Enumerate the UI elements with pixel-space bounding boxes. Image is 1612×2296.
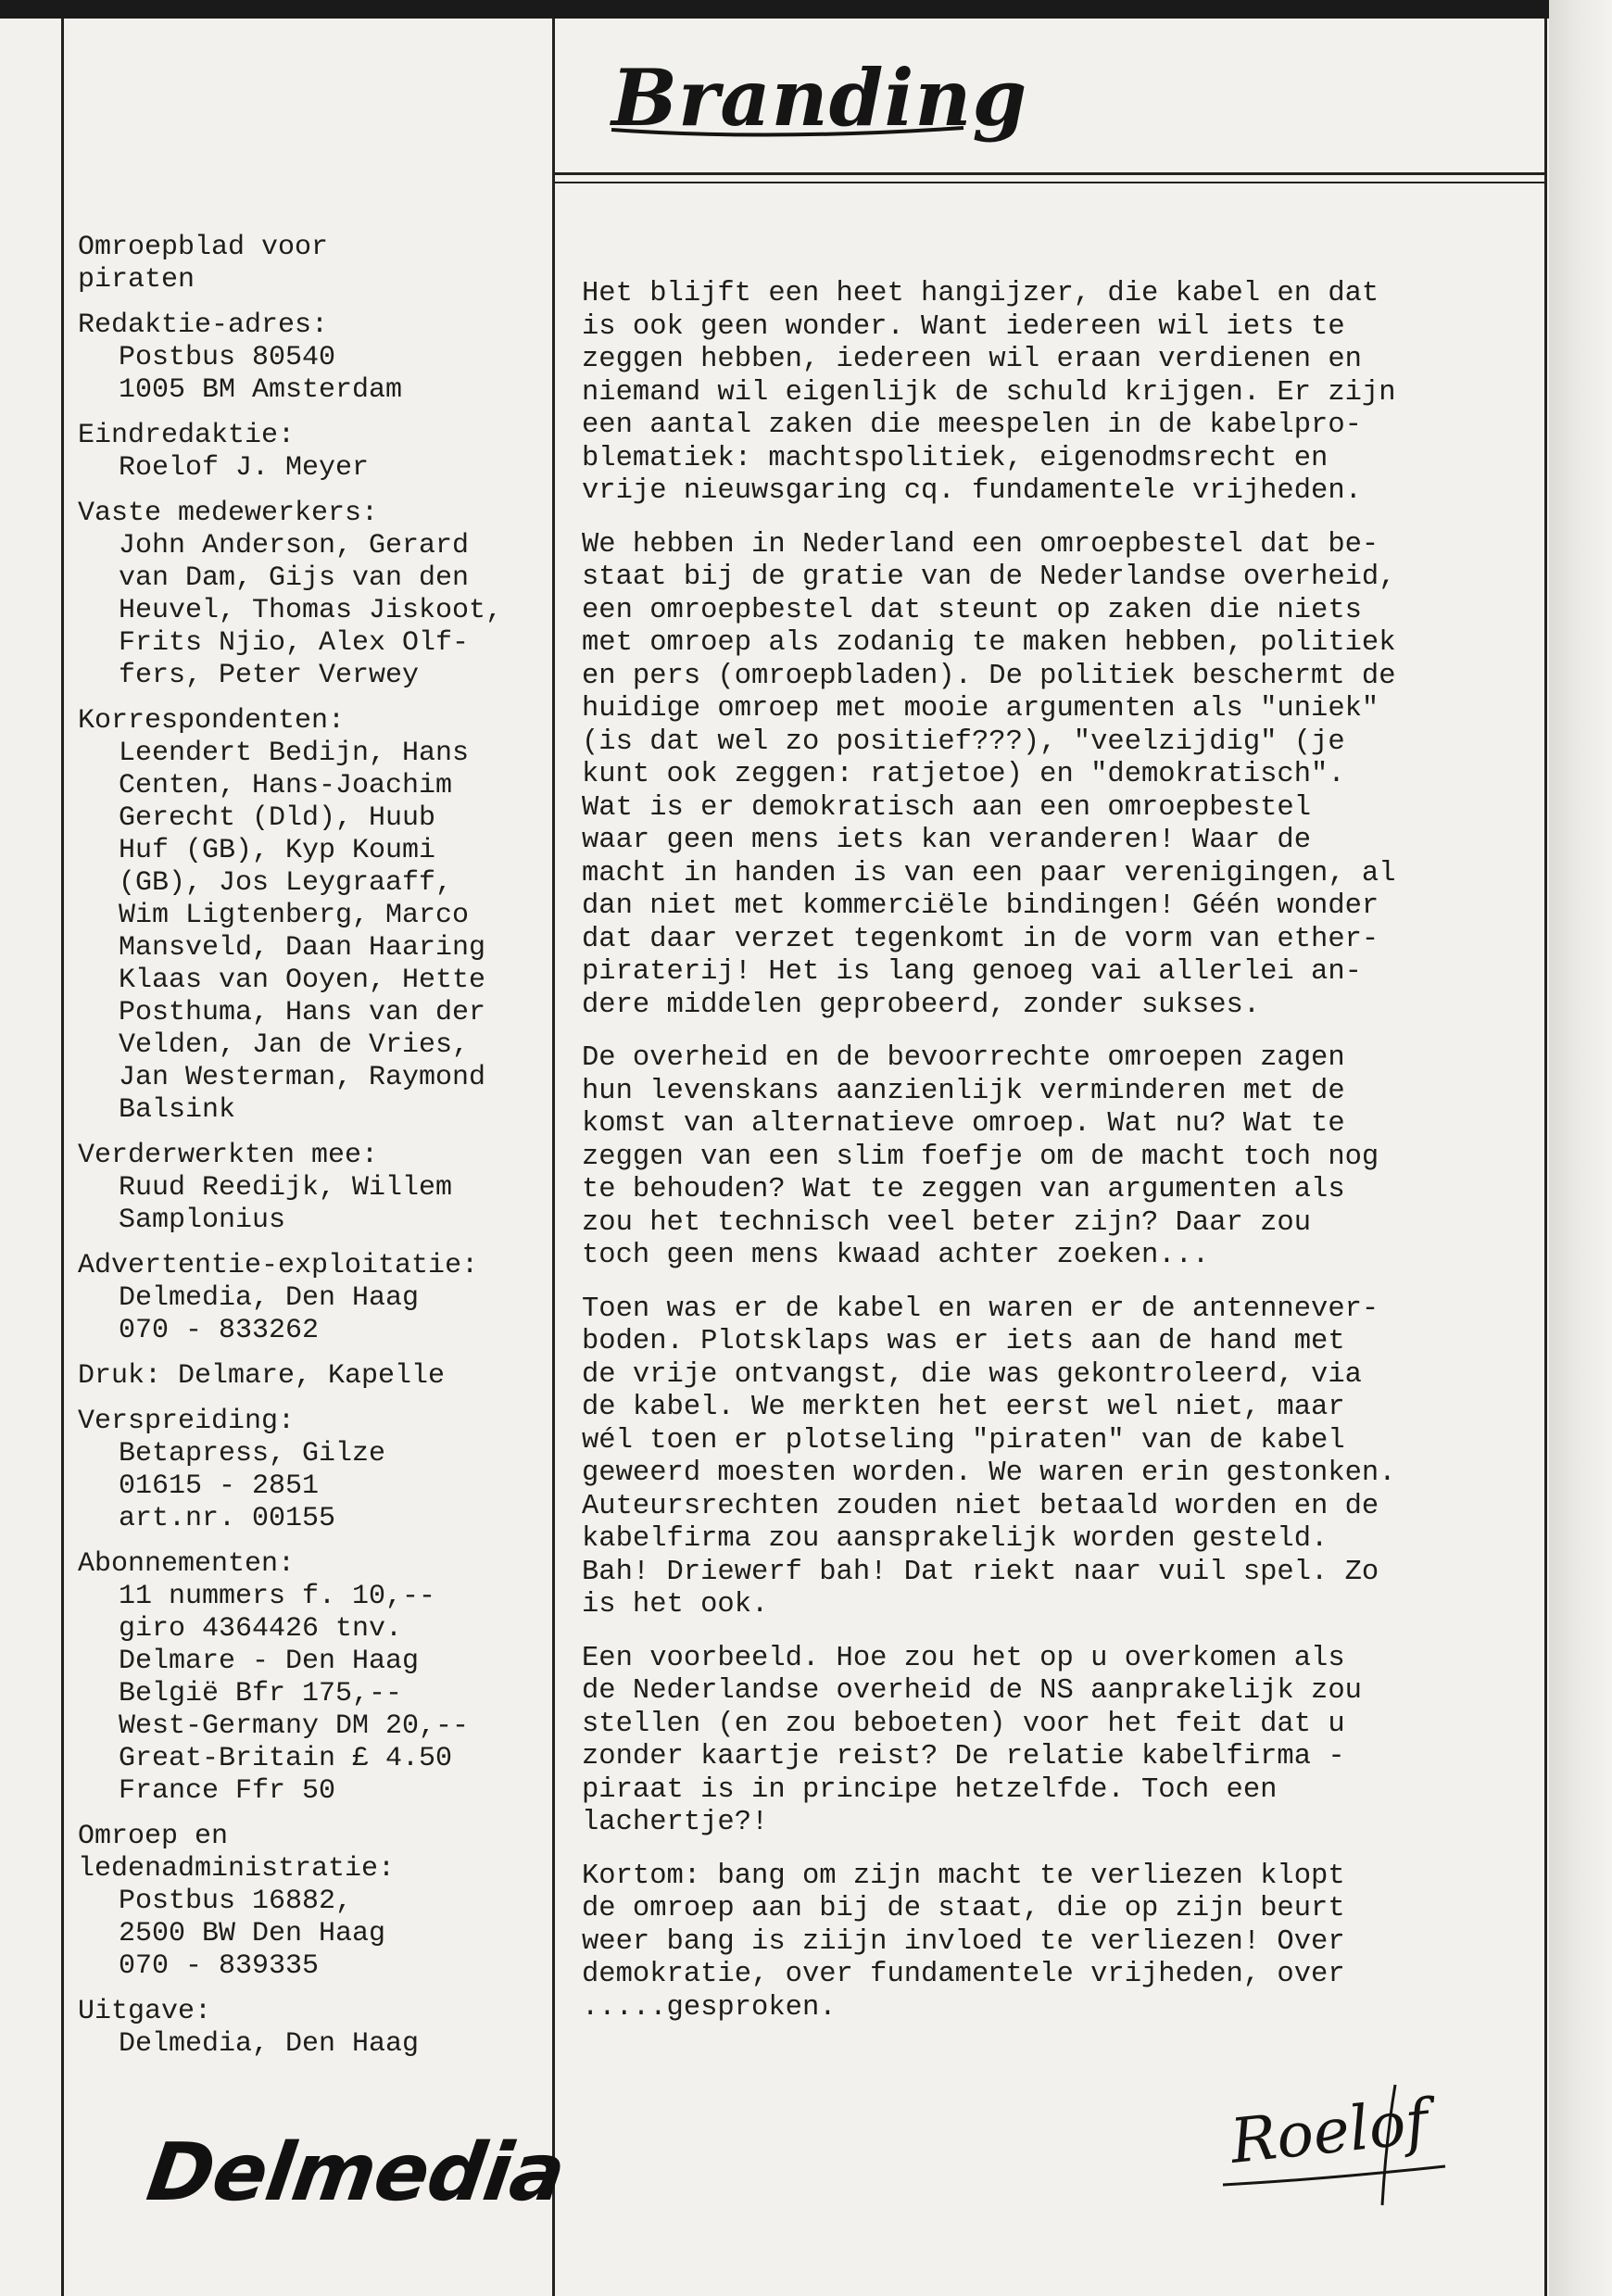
article-line: vrije nieuwsgaring cq. fundamentele vrijheden.	[582, 475, 1362, 507]
article-line: lachertje?!	[582, 1807, 769, 1838]
article-line: waar geen mens iets kan veranderen! Waar de	[582, 825, 1312, 856]
colophon-section	[78, 309, 569, 407]
colophon-section	[78, 1548, 569, 1808]
article-line: toch geen mens kwaad achter zoeken...	[582, 1240, 1210, 1271]
colophon-line: 1005 BM Amsterdam	[119, 374, 403, 406]
article-line: met omroep als zodanig te maken hebben, politiek	[582, 627, 1396, 659]
colophon-heading: Druk: Delmare, Kapelle	[78, 1360, 446, 1392]
colophon-line: 01615 - 2851	[119, 1470, 320, 1502]
colophon-heading: Redaktie-adres:	[78, 309, 329, 341]
colophon-line: giro 4364426 tnv.	[119, 1613, 403, 1645]
colophon-line: België Bfr 175,--	[119, 1678, 403, 1709]
article-line: dere middelen geprobeerd, zonder sukses.	[582, 989, 1261, 1021]
article-line: (is dat wel zo positief???), "veelzijdig" (je	[582, 725, 1345, 758]
article-line: Kortom: bang om zijn macht te verliezen klopt	[582, 1860, 1345, 1892]
colophon-line: Frits Njio, Alex Olf-	[119, 627, 470, 659]
article-line: hun levenskans aanzienlijk verminderen met de	[582, 1075, 1345, 1107]
colophon-line: Jan Westerman, Raymond	[119, 1062, 486, 1093]
article-line: en pers (omroepbladen). De politiek beschermt de	[582, 660, 1396, 692]
article-line: zou het technisch veel beter zijn? Daar zou	[582, 1206, 1312, 1239]
article-line: We hebben in Nederland een omroepbestel dat be-	[582, 528, 1379, 561]
colophon-line: Heuvel, Thomas Jiskoot,	[119, 595, 503, 626]
article-line: is het ook.	[582, 1589, 769, 1621]
article-line: blematiek: machtspolitiek, eigenodmsrecht en	[582, 442, 1329, 474]
colophon-heading: Vaste medewerkers:	[78, 498, 379, 529]
article-line: De overheid en de bevoorrechte omroepen zagen	[582, 1042, 1345, 1074]
colophon-line: Centen, Hans-Joachim	[119, 770, 453, 801]
colophon-heading: Eindredaktie:	[78, 420, 296, 451]
colophon-section	[78, 1996, 569, 2061]
colophon-heading: Verderwerkten mee:	[78, 1140, 379, 1171]
colophon-line: Postbus 16882,	[119, 1886, 353, 1917]
colophon-line: Balsink	[119, 1094, 236, 1126]
colophon-heading: Uitgave:	[78, 1996, 212, 2027]
colophon-line: Delmedia, Den Haag	[119, 1282, 420, 1314]
colophon-section	[78, 705, 569, 1127]
article-line: dat daar verzet tegenkomt in de vorm van ether-	[582, 923, 1379, 955]
article-line: Bah! Driewerf bah! Dat riekt naar vuil spel. Zo	[582, 1556, 1379, 1588]
article-line: Een voorbeeld. Hoe zou het op u overkomen als	[582, 1642, 1345, 1674]
article-paragraph	[582, 278, 1545, 509]
colophon-line: Betapress, Gilze	[119, 1438, 386, 1470]
article-line: macht in handen is van een paar verenigingen, al	[582, 857, 1396, 889]
colophon-section	[78, 420, 569, 485]
article-line: kunt ook zeggen: ratjetoe) en "demokratisch".	[582, 759, 1345, 790]
colophon-section	[78, 498, 569, 692]
article-line: dan niet met kommerciële bindingen! Géén wonder	[582, 890, 1379, 922]
colophon-line: 070 - 839335	[119, 1950, 320, 1982]
article-line: huidige omroep met mooie argumenten als "uniek"	[582, 693, 1379, 725]
colophon-line: 2500 BW Den Haag	[119, 1918, 386, 1949]
colophon-line: West-Germany DM 20,--	[119, 1710, 470, 1742]
article-line: boden. Plotsklaps was er iets aan de hand met	[582, 1326, 1345, 1357]
article-line: weer bang is ziijn invloed te verliezen! Over	[582, 1925, 1345, 1958]
colophon	[78, 232, 569, 2074]
colophon-section	[78, 1853, 569, 1983]
article-paragraph	[582, 529, 1545, 1023]
colophon-line: (GB), Jos Leygraaff,	[119, 867, 453, 899]
colophon-line: Ruud Reedijk, Willem	[119, 1172, 453, 1204]
colophon-line: 070 - 833262	[119, 1315, 320, 1346]
colophon-section	[78, 264, 569, 296]
article-line: is ook geen wonder. Want iedereen wil iets te	[582, 310, 1345, 343]
colophon-line: Velden, Jan de Vries,	[119, 1029, 470, 1061]
page-right-edge	[1549, 0, 1612, 2296]
page-top-edge	[0, 0, 1612, 19]
colophon-heading: ledenadministratie:	[78, 1853, 396, 1885]
article-line: piraat is in principe hetzelfde. Toch een	[582, 1773, 1278, 1806]
colophon-line: Delmedia, Den Haag	[119, 2028, 420, 2060]
article-line: Het blijft een heet hangijzer, die kabel en dat	[582, 278, 1379, 309]
article-line: een aantal zaken die meespelen in de kabelpro-	[582, 410, 1362, 441]
colophon-line: Delmare - Den Haag	[119, 1646, 420, 1677]
article-line: stellen (en zou beboeten) voor het feit dat u	[582, 1708, 1345, 1740]
article-line: staat bij de gratie van de Nederlandse overheid,	[582, 561, 1396, 593]
colophon-line: Posthuma, Hans van der	[119, 997, 486, 1028]
masthead	[574, 44, 1038, 146]
colophon-line: Leendert Bedijn, Hans	[119, 738, 470, 769]
colophon-line: Gerecht (Dld), Huub	[119, 802, 436, 834]
article-line: demokratie, over fundamentele vrijheden, over	[582, 1959, 1345, 1990]
masthead-rule-under	[552, 182, 1547, 183]
article-line: te behouden? Wat te zeggen van argumenten als	[582, 1174, 1345, 1205]
article-line: zonder kaartje reist? De relatie kabelfirma -	[582, 1741, 1345, 1772]
colophon-line: art.nr. 00155	[119, 1503, 336, 1534]
colophon-section	[78, 1406, 569, 1535]
colophon-heading: Omroepblad voor	[78, 232, 329, 263]
article-line: piraterij! Het is lang genoeg vai allerlei an-	[582, 956, 1362, 988]
article-line: kabelfirma zou aansprakelijk worden gesteld.	[582, 1523, 1329, 1555]
colophon-line: France Ffr 50	[119, 1775, 336, 1807]
colophon-line: Great-Britain £ 4.50	[119, 1743, 453, 1774]
article-line: .....gesproken.	[582, 1991, 837, 2024]
signature-name: Roelof	[1227, 2086, 1432, 2177]
masthead-title: Branding	[611, 52, 1028, 144]
article-line: Auteursrechten zouden niet betaald worden en de	[582, 1490, 1379, 1522]
article-line: de omroep aan bij de staat, die op zijn beurt	[582, 1893, 1345, 1924]
article-line: de Nederlandse overheid de NS aanprakelijk zou	[582, 1675, 1362, 1707]
colophon-line: Samplonius	[119, 1205, 286, 1236]
colophon-section	[78, 1250, 569, 1347]
article-line: niemand wil eigenlijk de schuld krijgen. Er zijn	[582, 376, 1396, 409]
article-line: geweerd moesten worden. We waren erin gestonken.	[582, 1457, 1396, 1489]
article-paragraph	[582, 1861, 1545, 2025]
delmedia-logo	[141, 2126, 571, 2228]
article-line: Wat is er demokratisch aan een omroepbestel	[582, 791, 1312, 824]
colophon-line: Klaas van Ooyen, Hette	[119, 965, 486, 996]
colophon-section	[78, 1140, 569, 1237]
signature	[1214, 2075, 1455, 2214]
article-line: komst van alternatieve omroep. Wat nu? Wat te	[582, 1108, 1345, 1140]
colophon-heading: piraten	[78, 264, 195, 296]
colophon-section	[78, 232, 569, 264]
colophon-section	[78, 1360, 569, 1393]
article-paragraph	[582, 1643, 1545, 1840]
colophon-line: Postbus 80540	[119, 342, 336, 373]
delmedia-wordmark: Delmedia	[141, 2126, 571, 2219]
article-paragraph	[582, 1293, 1545, 1622]
article-line: een omroepbestel dat steunt op zaken die niets	[582, 594, 1362, 626]
colophon-heading: Advertentie-exploitatie:	[78, 1250, 479, 1281]
colophon-line: Huf (GB), Kyp Koumi	[119, 835, 436, 866]
article-paragraph	[582, 1042, 1545, 1273]
colophon-line: Roelof J. Meyer	[119, 452, 370, 484]
article-line: Toen was er de kabel en waren er de antennever-	[582, 1293, 1379, 1325]
masthead-rule	[552, 172, 1547, 175]
editorial-article	[582, 278, 1545, 2045]
article-line: wél toen er plotseling "piraten" van de kabel	[582, 1424, 1345, 1457]
article-line: zeggen hebben, iedereen wil eraan verdienen en	[582, 344, 1362, 375]
article-line: zeggen van een slim foefje om de macht toch nog	[582, 1141, 1379, 1173]
left-border-line	[61, 19, 64, 2296]
colophon-heading: Korrespondenten:	[78, 705, 346, 737]
article-line: de vrije ontvangst, die was gekontroleerd, via	[582, 1358, 1362, 1391]
colophon-line: Mansveld, Daan Haaring	[119, 932, 486, 964]
colophon-heading: Abonnementen:	[78, 1548, 296, 1580]
colophon-line: fers, Peter Verwey	[119, 660, 420, 691]
colophon-section	[78, 1821, 569, 1853]
colophon-line: van Dam, Gijs van den	[119, 562, 470, 594]
colophon-heading: Omroep en	[78, 1821, 229, 1852]
colophon-line: 11 nummers f. 10,--	[119, 1581, 436, 1612]
colophon-line: John Anderson, Gerard	[119, 530, 470, 561]
article-line: de kabel. We merkten het eerst wel niet, maar	[582, 1392, 1345, 1423]
colophon-line: Wim Ligtenberg, Marco	[119, 900, 470, 931]
colophon-heading: Verspreiding:	[78, 1406, 296, 1437]
